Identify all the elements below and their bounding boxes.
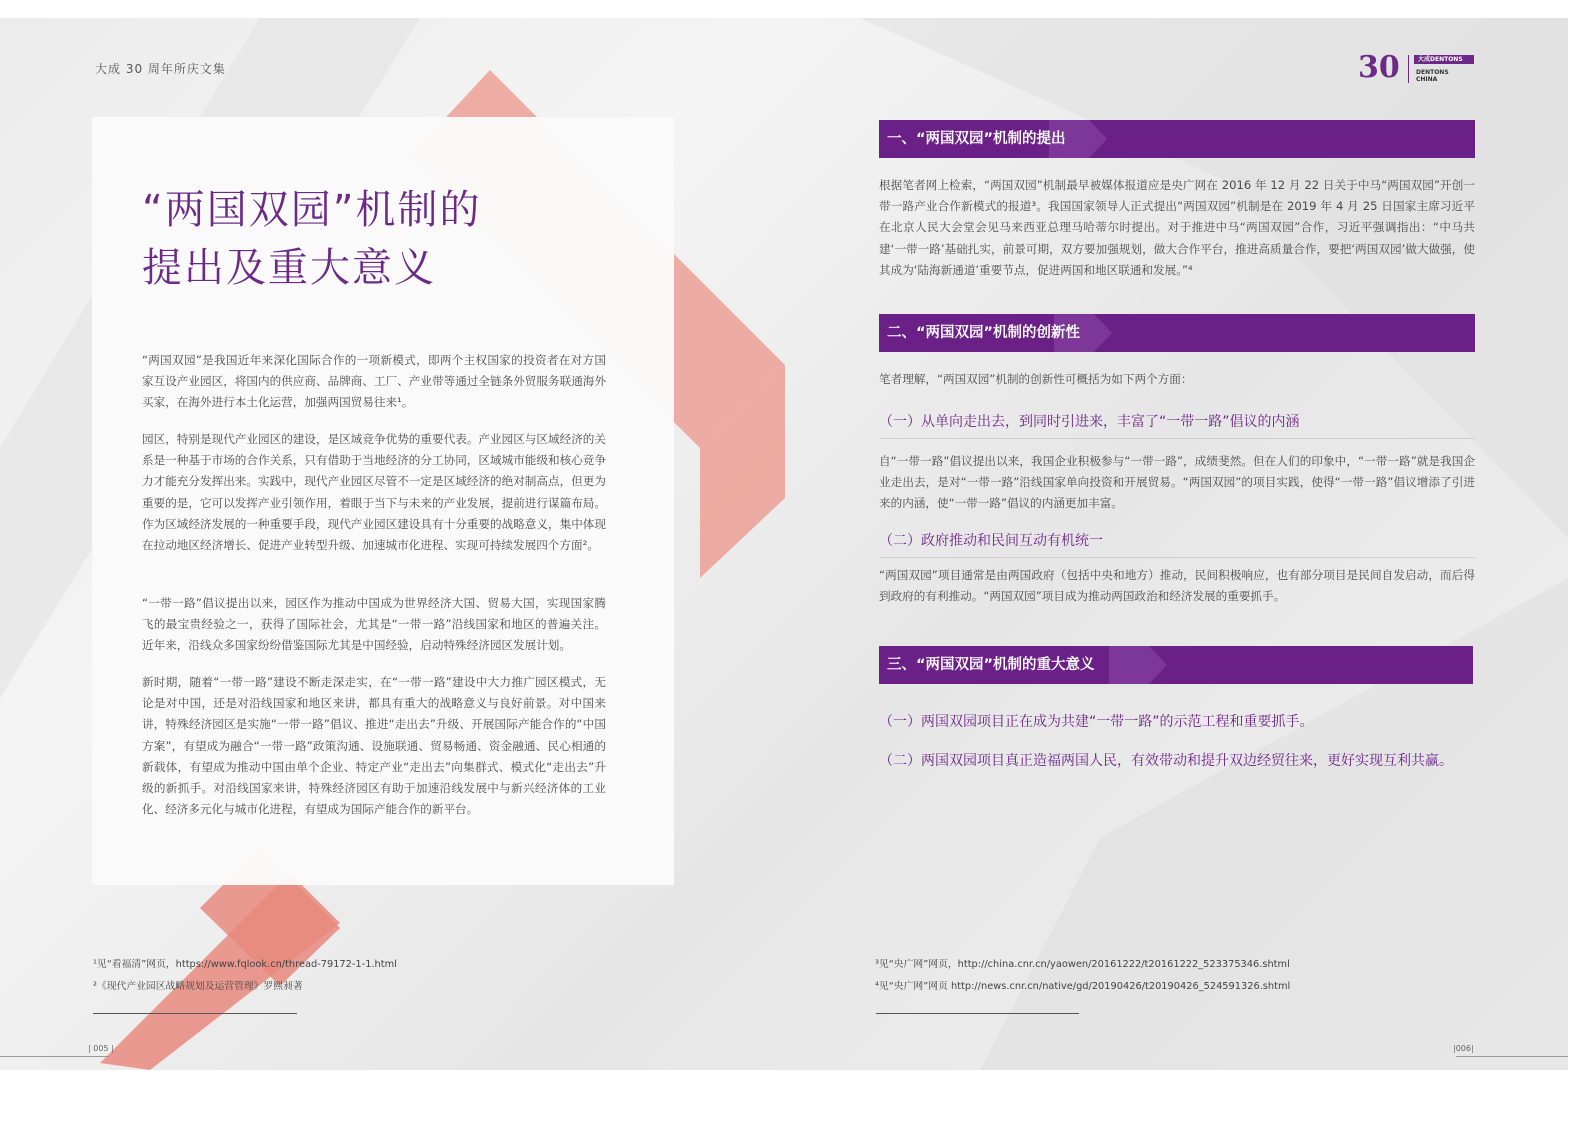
footnote-rule-left xyxy=(93,1013,297,1014)
page-number-left: | 005 | xyxy=(88,1044,114,1053)
section-2-title: 二、“两国双园”机制的创新性 xyxy=(887,325,1081,341)
footnote-rule-right xyxy=(876,1013,1079,1014)
section-3-title: 三、“两国双园”机制的重大意义 xyxy=(887,657,1095,673)
logo-divider xyxy=(1408,55,1409,83)
subsection-2-paragraph: “两国双园”项目通常是由两国政府（包括中央和地方）推动，民间积极响应，也有部分项目是民间自发启动，而后得到政府的有利推动。“两国双园”项目成为推动两国政治和经济发展的重要抓手。 xyxy=(879,568,1475,604)
left-paragraph-3: “一带一路”倡议提出以来，园区作为推动中国成为世界经济大国、贸易大国，实现国家腾飞的最宝贵经验之一，获得了国际社会，尤其是“一带一路”沿线国家和地区的普遍关注。近年来，沿线众多国家纷纷借鉴国际尤其是中国经验，启动特殊经济园区发展计划。 xyxy=(142,596,606,653)
section-2-intro: 笔者理解，“两国双园”机制的创新性可概括为如下两个方面： xyxy=(879,372,1193,386)
subsection-1-rule xyxy=(879,438,1475,439)
subsection-2-rule xyxy=(879,557,1475,558)
article-title xyxy=(142,181,642,297)
dentons-30-logo xyxy=(1358,51,1476,87)
footnote-2: ²《现代产业园区战略规划及运营管理》罗熙昶著 xyxy=(93,981,303,992)
subsection-2-title: （二）政府推动和民间互动有机统一 xyxy=(879,533,1103,549)
section-3-header xyxy=(879,646,1473,684)
section-1-title: 一、“两国双园”机制的提出 xyxy=(887,131,1066,147)
footnote-1: ¹见“看福清”网页，https://www.fqlook.cn/thread-79172-1-1.html xyxy=(93,959,397,970)
title-line-2: 提出及重大意义 xyxy=(142,245,436,291)
running-head: 大成 30 周年所庆文集 xyxy=(95,62,226,76)
page-number-right: |006| xyxy=(1453,1044,1474,1053)
logo-number: 30 xyxy=(1358,50,1400,85)
logo-tag: 大成DENTONS xyxy=(1414,55,1474,64)
page-line-right xyxy=(1456,1056,1568,1057)
document-spread xyxy=(0,18,1568,1070)
left-paragraph-2: 园区，特别是现代产业园区的建设，是区域竞争优势的重要代表。产业园区与区域经济的关系是一种基于市场的合作关系，只有借助于当地经济的分工协同，区域城市能级和核心竞争力才能充分发挥出来。实践中，现代产业园区尽管不一定是区域经济的绝对制高点，但更为重要的是，它可以发挥产业引领作用，着眼于当下与未来的产业发展，提前进行谋篇布局。作为区域经济发展的一种重要手段，现代产业园区建设具有十分重要的战略意义，集中体现在拉动地区经济增长、促进产业转型升级、加速城市化进程、实现可持续发展四个方面²。 xyxy=(142,432,606,553)
significance-point-1: （一）两国双园项目正在成为共建“一带一路”的示范工程和重要抓手。 xyxy=(879,714,1314,730)
logo-line1: DENTONS xyxy=(1416,69,1449,76)
subsection-1-title: （一）从单向走出去，到同时引进来，丰富了“一带一路”倡议的内涵 xyxy=(879,414,1300,430)
footnote-4: ⁴见“央广网”网页 http://news.cnr.cn/native/gd/20190426/t20190426_524591326.shtml xyxy=(875,981,1291,992)
title-line-1: “两国双园”机制的 xyxy=(142,187,482,233)
subsection-1-paragraph: 自“一带一路”倡议提出以来，我国企业积极参与“一带一路”，成绩斐然。但在人们的印象中，“一带一路”就是我国企业走出去，是对“一带一路”沿线国家单向投资和开展贸易。“两国双园”的项目实践，使得“一带一路”倡议增添了引进来的内涵，使“一带一路”倡议的内涵更加丰富。 xyxy=(879,454,1475,511)
left-paragraph-4: 新时期，随着“一带一路”建设不断走深走实，在“一带一路”建设中大力推广园区模式，无论是对中国，还是对沿线国家和地区来讲，都具有重大的战略意义与良好前景。对中国来讲，特殊经济园区是实施“一带一路”倡议、推进“走出去”升级、开展国际产能合作的“中国方案”，有望成为融合“一带一路”政策沟通、设施联通、贸易畅通、资金融通、民心相通的新载体，有望成为推动中国由单个企业、特定产业“走出去”向集群式、模式化“走出去”升级的新抓手。对沿线国家来讲，特殊经济园区有助于加速沿线发展中与新兴经济体的工业化、经济多元化与城市化进程，有望成为国际产能合作的新平台。 xyxy=(142,675,606,817)
left-paragraph-1: “两国双园”是我国近年来深化国际合作的一项新模式，即两个主权国家的投资者在对方国家互设产业园区，将国内的供应商、品牌商、工厂、产业带等通过全链条外贸服务联通海外买家，在海外进行本土化运营，加强两国贸易往来¹。 xyxy=(142,353,606,410)
section-1-header xyxy=(879,120,1475,158)
section-1-paragraph: 根据笔者网上检索，“两国双园”机制最早被媒体报道应是央广网在 2016 年 12 月 22 日关于中马“两国双园”开创一带一路产业合作新模式的报道³。我国国家领导人正式提出“两国双园”机制是在 2019 年 4 月 25 日国家主席习近平在北京人民大会堂会见马来西亚总理马哈蒂尔时提出。对于推进中马“两国双园”合作，习近平强调指出：“中马共建‘一带一路’基础扎实，前景可期，双方要加强规划，做大合作平台，推进高质量合作，要把‘两国双园’做大做强，使其成为‘陆海新通道’重要节点，促进两国和地区联通和发展。”⁴ xyxy=(879,178,1475,277)
section-2-header xyxy=(879,314,1475,352)
logo-line2: CHINA xyxy=(1416,76,1438,83)
page-line-left xyxy=(0,1056,110,1057)
significance-point-2: （二）两国双园项目真正造福两国人民，有效带动和提升双边经贸往来，更好实现互利共赢。 xyxy=(879,753,1453,769)
chevron-arrow-icon xyxy=(1109,646,1169,684)
footnote-3: ³见“央广网”网页，http://china.cnr.cn/yaowen/20161222/t20161222_523375346.shtml xyxy=(875,959,1290,970)
